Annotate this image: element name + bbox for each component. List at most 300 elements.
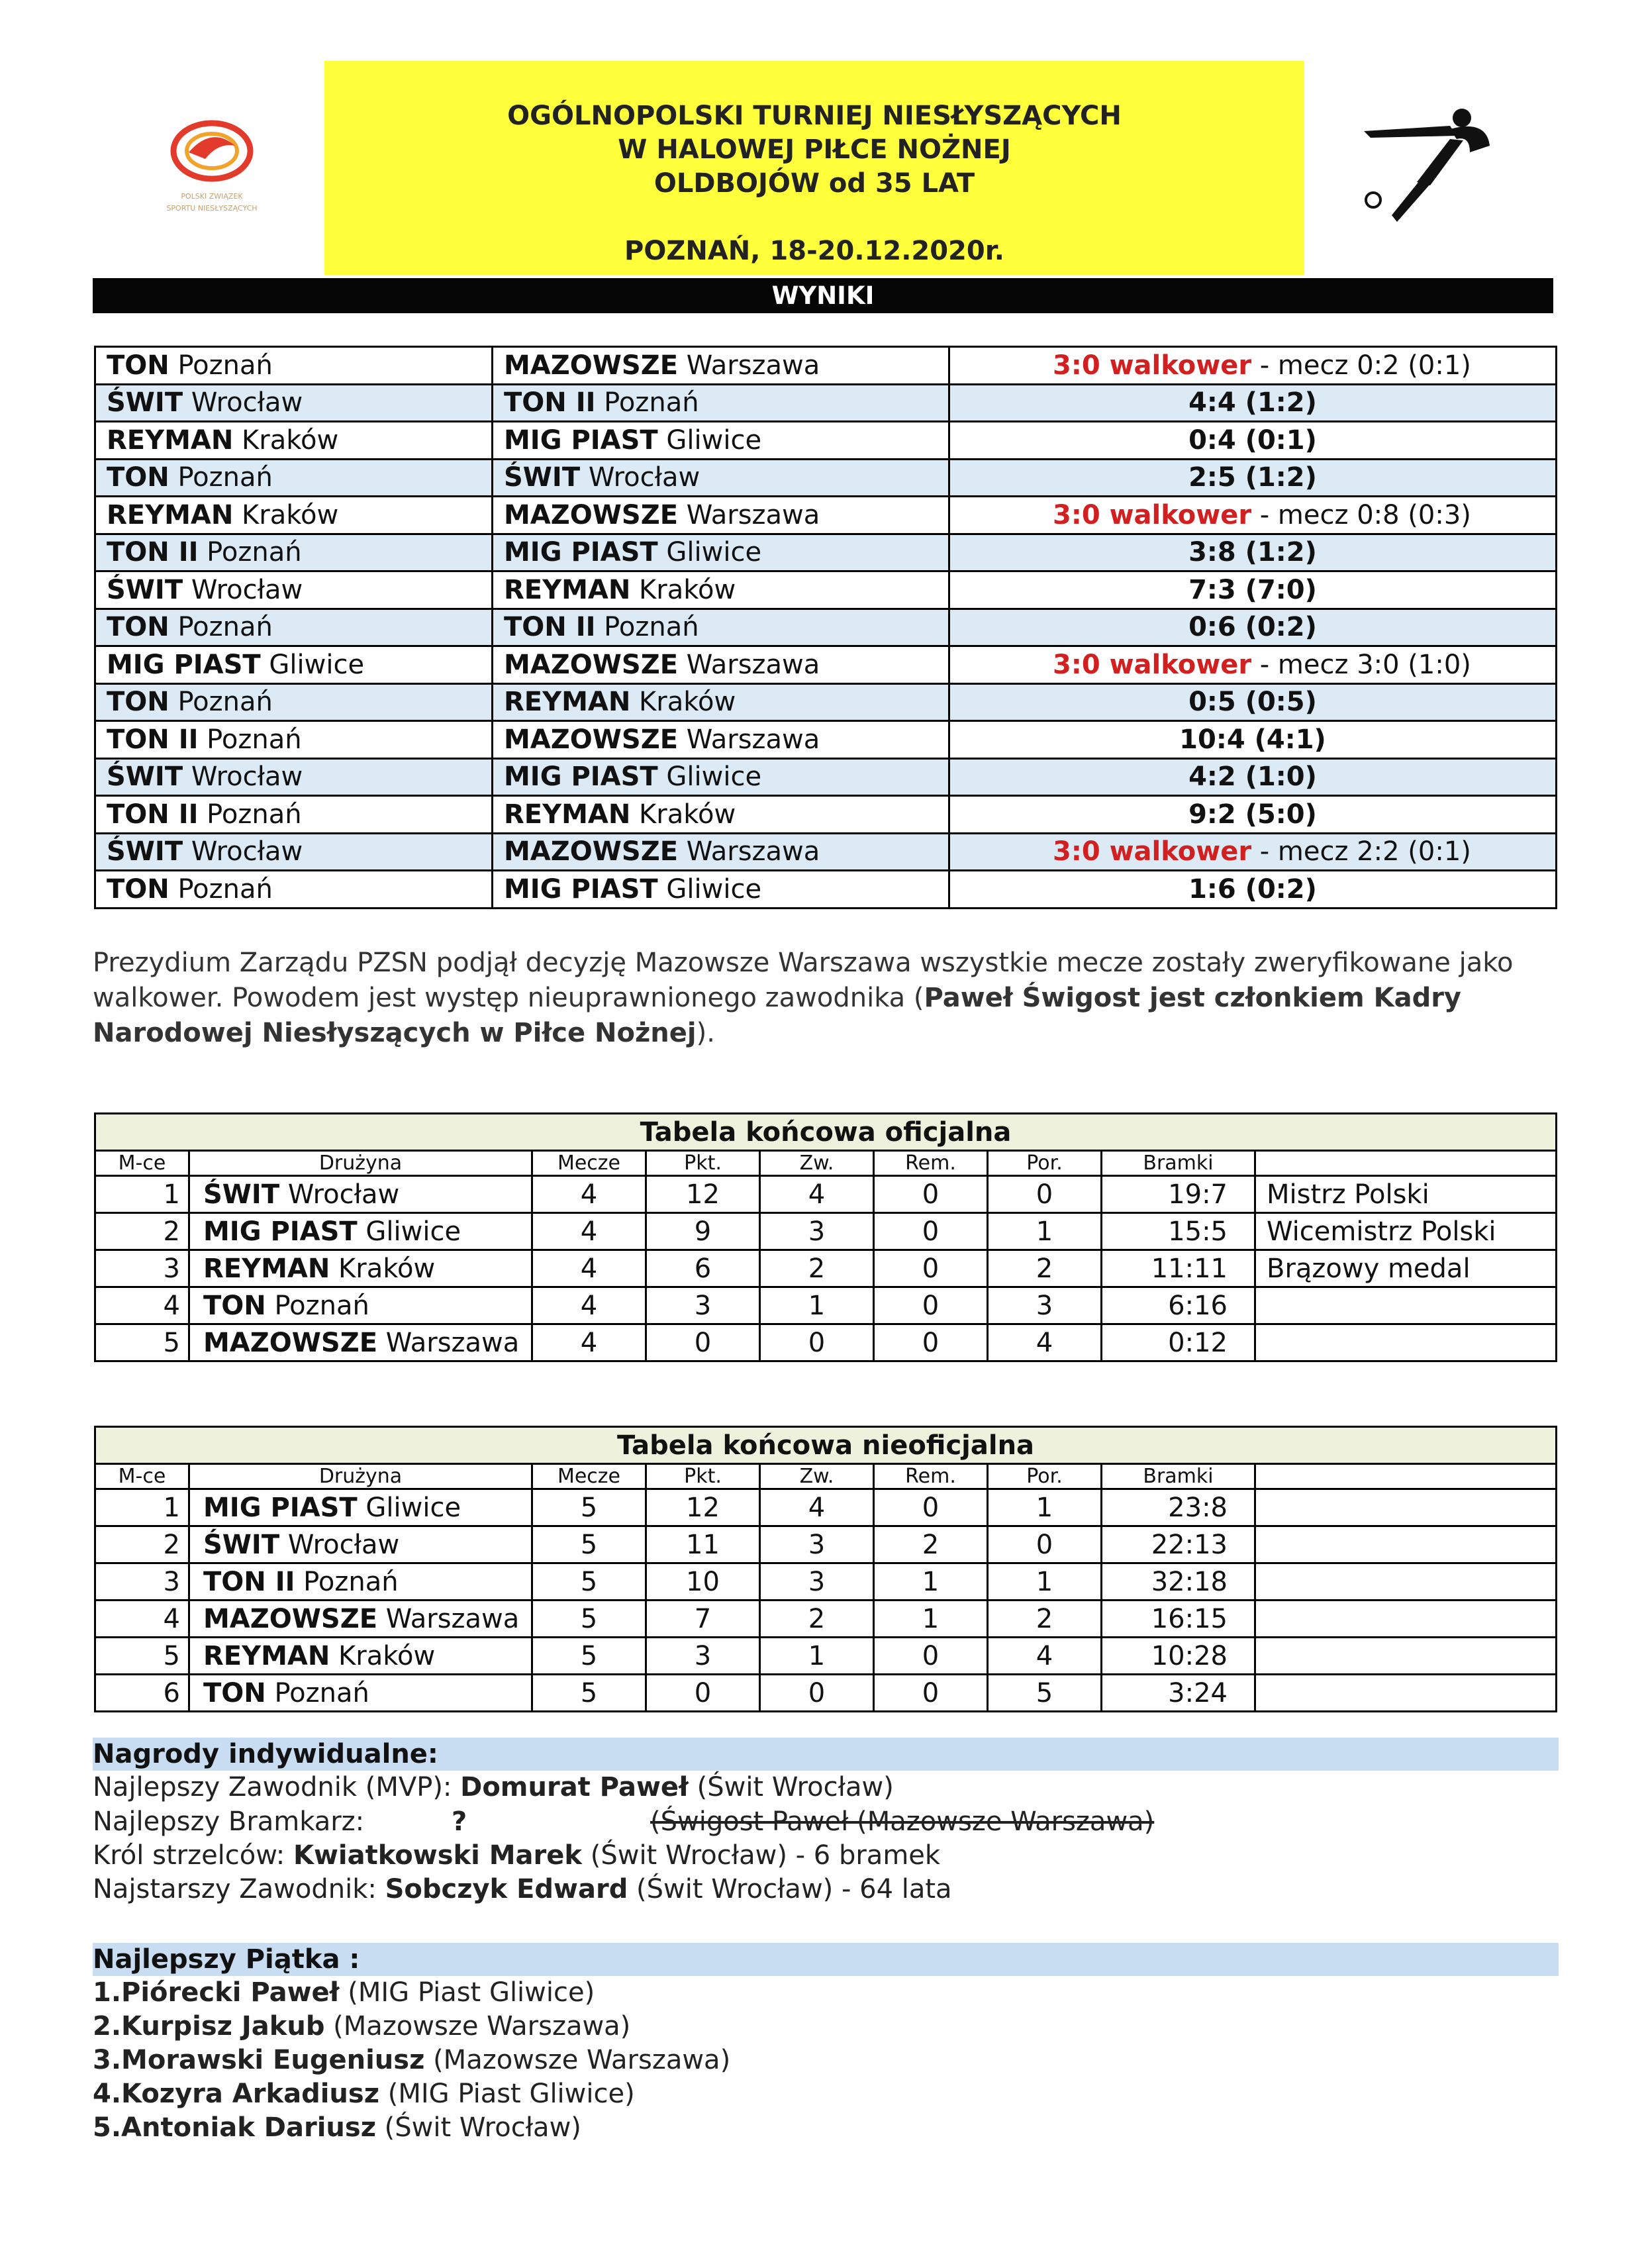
home-team-city: Poznań <box>198 537 302 568</box>
official-standings-table <box>94 1112 1557 1362</box>
away-team-name: MAZOWSZE <box>504 724 679 755</box>
stat-rem: 0 <box>874 1213 988 1250</box>
away-team <box>493 721 949 759</box>
stat-rem: 0 <box>874 1324 988 1361</box>
stat-por: 1 <box>988 1563 1102 1601</box>
match-score <box>949 683 1557 721</box>
stat-zw: 4 <box>760 1176 874 1213</box>
home-team-city: Poznań <box>169 350 273 381</box>
stat-zw: 3 <box>760 1563 874 1601</box>
title-line-2: W HALOWEJ PIŁCE NOŻNEJ <box>618 134 1011 165</box>
position: 3 <box>95 1563 189 1601</box>
standings-row <box>95 1526 1557 1563</box>
away-team <box>493 609 949 646</box>
team-name: ŚWIT <box>203 1529 280 1560</box>
decision-note <box>93 946 1569 1051</box>
award-name: Kwiatkowski Marek <box>293 1840 583 1871</box>
player-club: (Mazowsze Warszawa) <box>424 2045 731 2075</box>
score-value: 4:4 (1:2) <box>1188 387 1317 419</box>
goals: 19:7 <box>1102 1176 1255 1213</box>
column-header: Pkt. <box>646 1464 760 1489</box>
best-five-item <box>93 1976 595 2010</box>
stat-zw: 0 <box>760 1324 874 1361</box>
standings-row <box>95 1324 1557 1361</box>
team-name: MIG PIAST <box>203 1216 358 1247</box>
player-club: (MIG Piast Gliwice) <box>339 1977 595 2008</box>
team-city: Kraków <box>330 1253 436 1284</box>
away-team-city: Gliwice <box>657 537 762 568</box>
column-header-empty <box>1255 1464 1557 1489</box>
away-team-name: MAZOWSZE <box>504 649 679 680</box>
match-score <box>949 758 1557 796</box>
stat-por: 5 <box>988 1675 1102 1712</box>
medal-note <box>1255 1287 1557 1324</box>
score-value: 0:4 (0:1) <box>1188 424 1317 456</box>
stat-m: 5 <box>532 1526 646 1563</box>
home-team-name: TON <box>107 873 169 905</box>
standings-row <box>95 1250 1557 1287</box>
stat-rem: 2 <box>874 1526 988 1563</box>
team <box>189 1526 532 1563</box>
match-score <box>949 646 1557 684</box>
home-team <box>95 609 493 646</box>
award-goalkeeper <box>93 1805 1155 1839</box>
table-title-row <box>95 1427 1557 1464</box>
stat-pkt: 9 <box>646 1213 760 1250</box>
goals: 6:16 <box>1102 1287 1255 1324</box>
award-label: Najstarszy Zawodnik: <box>93 1874 385 1904</box>
result-row <box>95 871 1557 909</box>
stat-zw: 1 <box>760 1638 874 1675</box>
away-team-city: Warszawa <box>678 724 820 755</box>
stat-pkt: 10 <box>646 1563 760 1601</box>
away-team-name: MAZOWSZE <box>504 350 679 381</box>
goals: 0:12 <box>1102 1324 1255 1361</box>
team-city: Poznań <box>266 1677 369 1708</box>
away-team-name: REYMAN <box>504 799 631 830</box>
away-team-city: Poznań <box>595 387 699 419</box>
position: 4 <box>95 1601 189 1638</box>
decision-line-3 <box>93 1016 1569 1051</box>
walkover-label: 3:0 walkower <box>1053 649 1252 680</box>
score-value: 3:8 (1:2) <box>1188 537 1317 568</box>
medal-note <box>1255 1601 1557 1638</box>
match-score <box>949 384 1557 422</box>
medal-note <box>1255 1563 1557 1601</box>
away-team-city: Gliwice <box>657 873 762 905</box>
home-team-city: Poznań <box>198 799 302 830</box>
team-name: ŚWIT <box>203 1179 280 1210</box>
home-team-name: TON <box>107 350 169 381</box>
match-score <box>949 422 1557 460</box>
column-header: Drużyna <box>189 1464 532 1489</box>
results-section-bar: WYNIKI <box>93 278 1553 313</box>
match-score <box>949 534 1557 571</box>
stat-rem: 0 <box>874 1250 988 1287</box>
award-name: Sobczyk Edward <box>385 1874 628 1904</box>
home-team-name: TON II <box>107 537 199 568</box>
team-city: Poznań <box>295 1566 399 1597</box>
column-header: Por. <box>988 1151 1102 1176</box>
away-team-city: Kraków <box>630 687 736 718</box>
stat-m: 4 <box>532 1176 646 1213</box>
position: 5 <box>95 1324 189 1361</box>
stat-rem: 0 <box>874 1489 988 1526</box>
away-team <box>493 758 949 796</box>
team <box>189 1675 532 1712</box>
column-header: Bramki <box>1102 1151 1255 1176</box>
home-team <box>95 571 493 609</box>
award-mvp <box>93 1771 894 1804</box>
home-team-city: Poznań <box>169 687 273 718</box>
decision-emphasis: Narodowej Niesłyszących w Piłce Nożnej <box>93 1018 697 1048</box>
medal-note <box>1255 1489 1557 1526</box>
title-line-1: OGÓLNOPOLSKI TURNIEJ NIESŁYSZĄCYCH <box>507 101 1122 131</box>
team-name: TON II <box>203 1566 295 1597</box>
stat-pkt: 0 <box>646 1324 760 1361</box>
match-score <box>949 796 1557 834</box>
home-team-name: TON <box>107 687 169 718</box>
score-value: 9:2 (5:0) <box>1188 799 1317 830</box>
best-five-item <box>93 2044 730 2077</box>
stat-por: 4 <box>988 1638 1102 1675</box>
stat-rem: 0 <box>874 1675 988 1712</box>
player-name: 1.Piórecki Paweł <box>93 1977 340 2008</box>
away-team-name: REYMAN <box>504 574 631 605</box>
team-name: REYMAN <box>203 1253 330 1284</box>
team <box>189 1601 532 1638</box>
away-team-city: Kraków <box>630 574 736 605</box>
stat-por: 0 <box>988 1526 1102 1563</box>
player-name: 2.Kurpisz Jakub <box>93 2011 325 2042</box>
award-label: Najlepszy Bramkarz: <box>93 1806 365 1837</box>
team-city: Kraków <box>330 1640 436 1671</box>
match-score <box>949 459 1557 497</box>
away-team-city: Kraków <box>630 799 736 830</box>
home-team-city: Poznań <box>169 612 273 643</box>
away-team-city: Gliwice <box>657 424 762 456</box>
column-header-empty <box>1255 1151 1557 1176</box>
stat-por: 2 <box>988 1601 1102 1638</box>
result-row <box>95 721 1557 759</box>
score-value: 2:5 (1:2) <box>1188 462 1317 493</box>
title-banner <box>324 61 1304 275</box>
result-row <box>95 347 1557 385</box>
home-team-name: ŚWIT <box>107 574 183 605</box>
original-score: - mecz 0:2 (0:1) <box>1251 350 1471 381</box>
standings-row <box>95 1176 1557 1213</box>
team-name: TON <box>203 1677 266 1708</box>
home-team <box>95 871 493 909</box>
award-label: Najlepszy Zawodnik (MVP): <box>93 1772 461 1802</box>
stat-zw: 1 <box>760 1287 874 1324</box>
away-team-city: Gliwice <box>657 762 762 793</box>
home-team-name: REYMAN <box>107 499 234 530</box>
home-team-name: TON <box>107 462 169 493</box>
table-title-row <box>95 1114 1557 1151</box>
place-date: POZNAŃ, 18-20.12.2020r. <box>624 236 1004 266</box>
score-value: 10:4 (4:1) <box>1179 724 1326 755</box>
result-row <box>95 758 1557 796</box>
result-row <box>95 497 1557 534</box>
decision-text: walkower. Powodem jest występ nieuprawnionego zawodnika ( <box>93 983 924 1013</box>
medal-note: Brązowy medal <box>1255 1250 1557 1287</box>
match-score <box>949 833 1557 871</box>
stat-por: 1 <box>988 1489 1102 1526</box>
home-team-city: Wrocław <box>183 387 303 419</box>
best-five-item <box>93 2111 581 2145</box>
team-city: Wrocław <box>279 1529 400 1560</box>
stat-rem: 1 <box>874 1563 988 1601</box>
walkover-label: 3:0 walkower <box>1053 350 1252 381</box>
team-city: Warszawa <box>377 1603 520 1634</box>
team-city: Poznań <box>266 1290 369 1321</box>
team <box>189 1287 532 1324</box>
player-club: (MIG Piast Gliwice) <box>379 2079 635 2109</box>
away-team-name: REYMAN <box>504 687 631 718</box>
team <box>189 1638 532 1675</box>
away-team-city: Poznań <box>595 612 699 643</box>
original-score: - mecz 3:0 (1:0) <box>1251 649 1471 680</box>
team <box>189 1489 532 1526</box>
unofficial-standings-table <box>94 1426 1557 1712</box>
stat-m: 4 <box>532 1250 646 1287</box>
home-team <box>95 497 493 534</box>
goals: 3:24 <box>1102 1675 1255 1712</box>
stat-por: 1 <box>988 1213 1102 1250</box>
table-header-row <box>95 1464 1557 1489</box>
standings-row <box>95 1489 1557 1526</box>
award-struck-name: (Świgost Paweł (Mazowsze Warszawa) <box>650 1806 1155 1837</box>
home-team <box>95 721 493 759</box>
football-player-icon <box>1351 99 1510 238</box>
stat-zw: 0 <box>760 1675 874 1712</box>
svg-text:POLSKI ZWIĄZEK: POLSKI ZWIĄZEK <box>181 192 243 201</box>
home-team <box>95 534 493 571</box>
decision-emphasis: Paweł Świgost jest członkiem Kadry <box>924 983 1461 1013</box>
stat-rem: 0 <box>874 1176 988 1213</box>
table-title: Tabela końcowa nieoficjalna <box>95 1427 1557 1464</box>
team <box>189 1563 532 1601</box>
award-club: (Świt Wrocław) - 6 bramek <box>582 1840 941 1871</box>
stat-zw: 2 <box>760 1601 874 1638</box>
column-header: Rem. <box>874 1151 988 1176</box>
player-club: (Mazowsze Warszawa) <box>324 2011 631 2042</box>
column-header: Zw. <box>760 1151 874 1176</box>
player-name: 5.Antoniak Dariusz <box>93 2112 376 2143</box>
svg-text:SPORTU NIESŁYSZĄCYCH: SPORTU NIESŁYSZĄCYCH <box>166 204 258 213</box>
result-row <box>95 683 1557 721</box>
team-name: MIG PIAST <box>203 1492 358 1523</box>
player-name: 4.Kozyra Arkadiusz <box>93 2079 379 2109</box>
medal-note: Wicemistrz Polski <box>1255 1213 1557 1250</box>
position: 2 <box>95 1526 189 1563</box>
decision-line-2 <box>93 981 1569 1016</box>
home-team-city: Kraków <box>233 499 339 530</box>
award-name: Domurat Paweł <box>460 1772 689 1802</box>
away-team <box>493 384 949 422</box>
home-team-name: ŚWIT <box>107 762 183 793</box>
team-name: MAZOWSZE <box>203 1327 378 1358</box>
column-header: Mecze <box>532 1464 646 1489</box>
away-team <box>493 796 949 834</box>
walkover-label: 3:0 walkower <box>1053 836 1252 867</box>
stat-m: 4 <box>532 1324 646 1361</box>
result-row <box>95 571 1557 609</box>
goals: 23:8 <box>1102 1489 1255 1526</box>
medal-note <box>1255 1324 1557 1361</box>
home-team <box>95 683 493 721</box>
home-team-name: MIG PIAST <box>107 649 261 680</box>
stat-pkt: 6 <box>646 1250 760 1287</box>
home-team-name: ŚWIT <box>107 836 183 867</box>
team-city: Wrocław <box>279 1179 400 1210</box>
away-team-name: TON II <box>504 612 596 643</box>
award-name: ? <box>452 1806 467 1837</box>
stat-rem: 0 <box>874 1287 988 1324</box>
away-team <box>493 422 949 460</box>
stat-pkt: 12 <box>646 1176 760 1213</box>
position: 4 <box>95 1287 189 1324</box>
original-score: - mecz 2:2 (0:1) <box>1251 836 1471 867</box>
away-team-city: Warszawa <box>678 350 820 381</box>
goals: 16:15 <box>1102 1601 1255 1638</box>
home-team-name: REYMAN <box>107 424 234 456</box>
stat-zw: 3 <box>760 1526 874 1563</box>
award-top-scorer <box>93 1839 940 1873</box>
column-header: M-ce <box>95 1151 189 1176</box>
standings-row <box>95 1563 1557 1601</box>
table-header-row <box>95 1151 1557 1176</box>
home-team <box>95 833 493 871</box>
home-team <box>95 646 493 684</box>
column-header: M-ce <box>95 1464 189 1489</box>
pzsn-logo <box>152 113 271 219</box>
best-five-heading: Najlepszy Piątka : <box>93 1943 1559 1976</box>
results-table <box>94 346 1557 909</box>
match-score <box>949 347 1557 385</box>
stat-pkt: 3 <box>646 1638 760 1675</box>
score-value: 0:5 (0:5) <box>1188 687 1317 718</box>
stat-m: 5 <box>532 1563 646 1601</box>
team-name: REYMAN <box>203 1640 330 1671</box>
goals: 15:5 <box>1102 1213 1255 1250</box>
original-score: - mecz 0:8 (0:3) <box>1251 499 1471 530</box>
home-team-city: Wrocław <box>183 836 303 867</box>
result-row <box>95 459 1557 497</box>
title-line-3: OLDBOJÓW od 35 LAT <box>653 168 975 199</box>
goals: 22:13 <box>1102 1526 1255 1563</box>
stat-por: 4 <box>988 1324 1102 1361</box>
standings-row <box>95 1601 1557 1638</box>
stat-por: 2 <box>988 1250 1102 1287</box>
home-team-city: Poznań <box>169 873 273 905</box>
away-team-city: Warszawa <box>678 499 820 530</box>
medal-note <box>1255 1675 1557 1712</box>
score-value: 4:2 (1:0) <box>1188 762 1317 793</box>
away-team <box>493 646 949 684</box>
best-five-item <box>93 2010 630 2044</box>
award-label: Król strzelców: <box>93 1840 293 1871</box>
team <box>189 1213 532 1250</box>
home-team-city: Poznań <box>169 462 273 493</box>
column-header: Pkt. <box>646 1151 760 1176</box>
away-team <box>493 571 949 609</box>
stat-m: 5 <box>532 1638 646 1675</box>
stat-m: 4 <box>532 1213 646 1250</box>
decision-text: ). <box>696 1018 715 1048</box>
goals: 10:28 <box>1102 1638 1255 1675</box>
team-city: Warszawa <box>377 1327 520 1358</box>
result-row <box>95 384 1557 422</box>
away-team-city: Wrocław <box>580 462 700 493</box>
away-team-name: TON II <box>504 387 596 419</box>
home-team <box>95 796 493 834</box>
stat-rem: 1 <box>874 1601 988 1638</box>
medal-note <box>1255 1526 1557 1563</box>
away-team-name: MIG PIAST <box>504 873 658 905</box>
standings-row <box>95 1675 1557 1712</box>
home-team-city: Wrocław <box>183 762 303 793</box>
result-row <box>95 796 1557 834</box>
column-header: Rem. <box>874 1464 988 1489</box>
table-title: Tabela końcowa oficjalna <box>95 1114 1557 1151</box>
away-team <box>493 534 949 571</box>
stat-zw: 3 <box>760 1213 874 1250</box>
away-team-name: MAZOWSZE <box>504 499 679 530</box>
medal-note <box>1255 1638 1557 1675</box>
home-team-city: Kraków <box>233 424 339 456</box>
stat-por: 0 <box>988 1176 1102 1213</box>
team <box>189 1250 532 1287</box>
team <box>189 1324 532 1361</box>
score-value: 1:6 (0:2) <box>1188 873 1317 905</box>
home-team-city: Gliwice <box>260 649 365 680</box>
away-team-name: MIG PIAST <box>504 762 658 793</box>
home-team-name: TON II <box>107 799 199 830</box>
home-team <box>95 758 493 796</box>
away-team-city: Warszawa <box>678 649 820 680</box>
away-team <box>493 871 949 909</box>
team-city: Gliwice <box>357 1216 461 1247</box>
stat-zw: 2 <box>760 1250 874 1287</box>
goals: 32:18 <box>1102 1563 1255 1601</box>
position: 1 <box>95 1489 189 1526</box>
medal-note: Mistrz Polski <box>1255 1176 1557 1213</box>
match-score <box>949 571 1557 609</box>
match-score <box>949 871 1557 909</box>
home-team <box>95 347 493 385</box>
decision-line-1: Prezydium Zarządu PZSN podjął decyzję Mazowsze Warszawa wszystkie mecze zostały zweryfikowane jako <box>93 948 1514 978</box>
standings-row <box>95 1638 1557 1675</box>
award-club: (Świt Wrocław) <box>688 1772 894 1802</box>
standings-row <box>95 1213 1557 1250</box>
team <box>189 1176 532 1213</box>
stat-pkt: 12 <box>646 1489 760 1526</box>
home-team <box>95 422 493 460</box>
match-score <box>949 721 1557 759</box>
column-header: Mecze <box>532 1151 646 1176</box>
team-name: MAZOWSZE <box>203 1603 378 1634</box>
match-score <box>949 497 1557 534</box>
position: 3 <box>95 1250 189 1287</box>
stat-pkt: 0 <box>646 1675 760 1712</box>
home-team <box>95 459 493 497</box>
stat-m: 5 <box>532 1675 646 1712</box>
best-five-item <box>93 2077 635 2111</box>
stat-pkt: 7 <box>646 1601 760 1638</box>
standings-row <box>95 1287 1557 1324</box>
